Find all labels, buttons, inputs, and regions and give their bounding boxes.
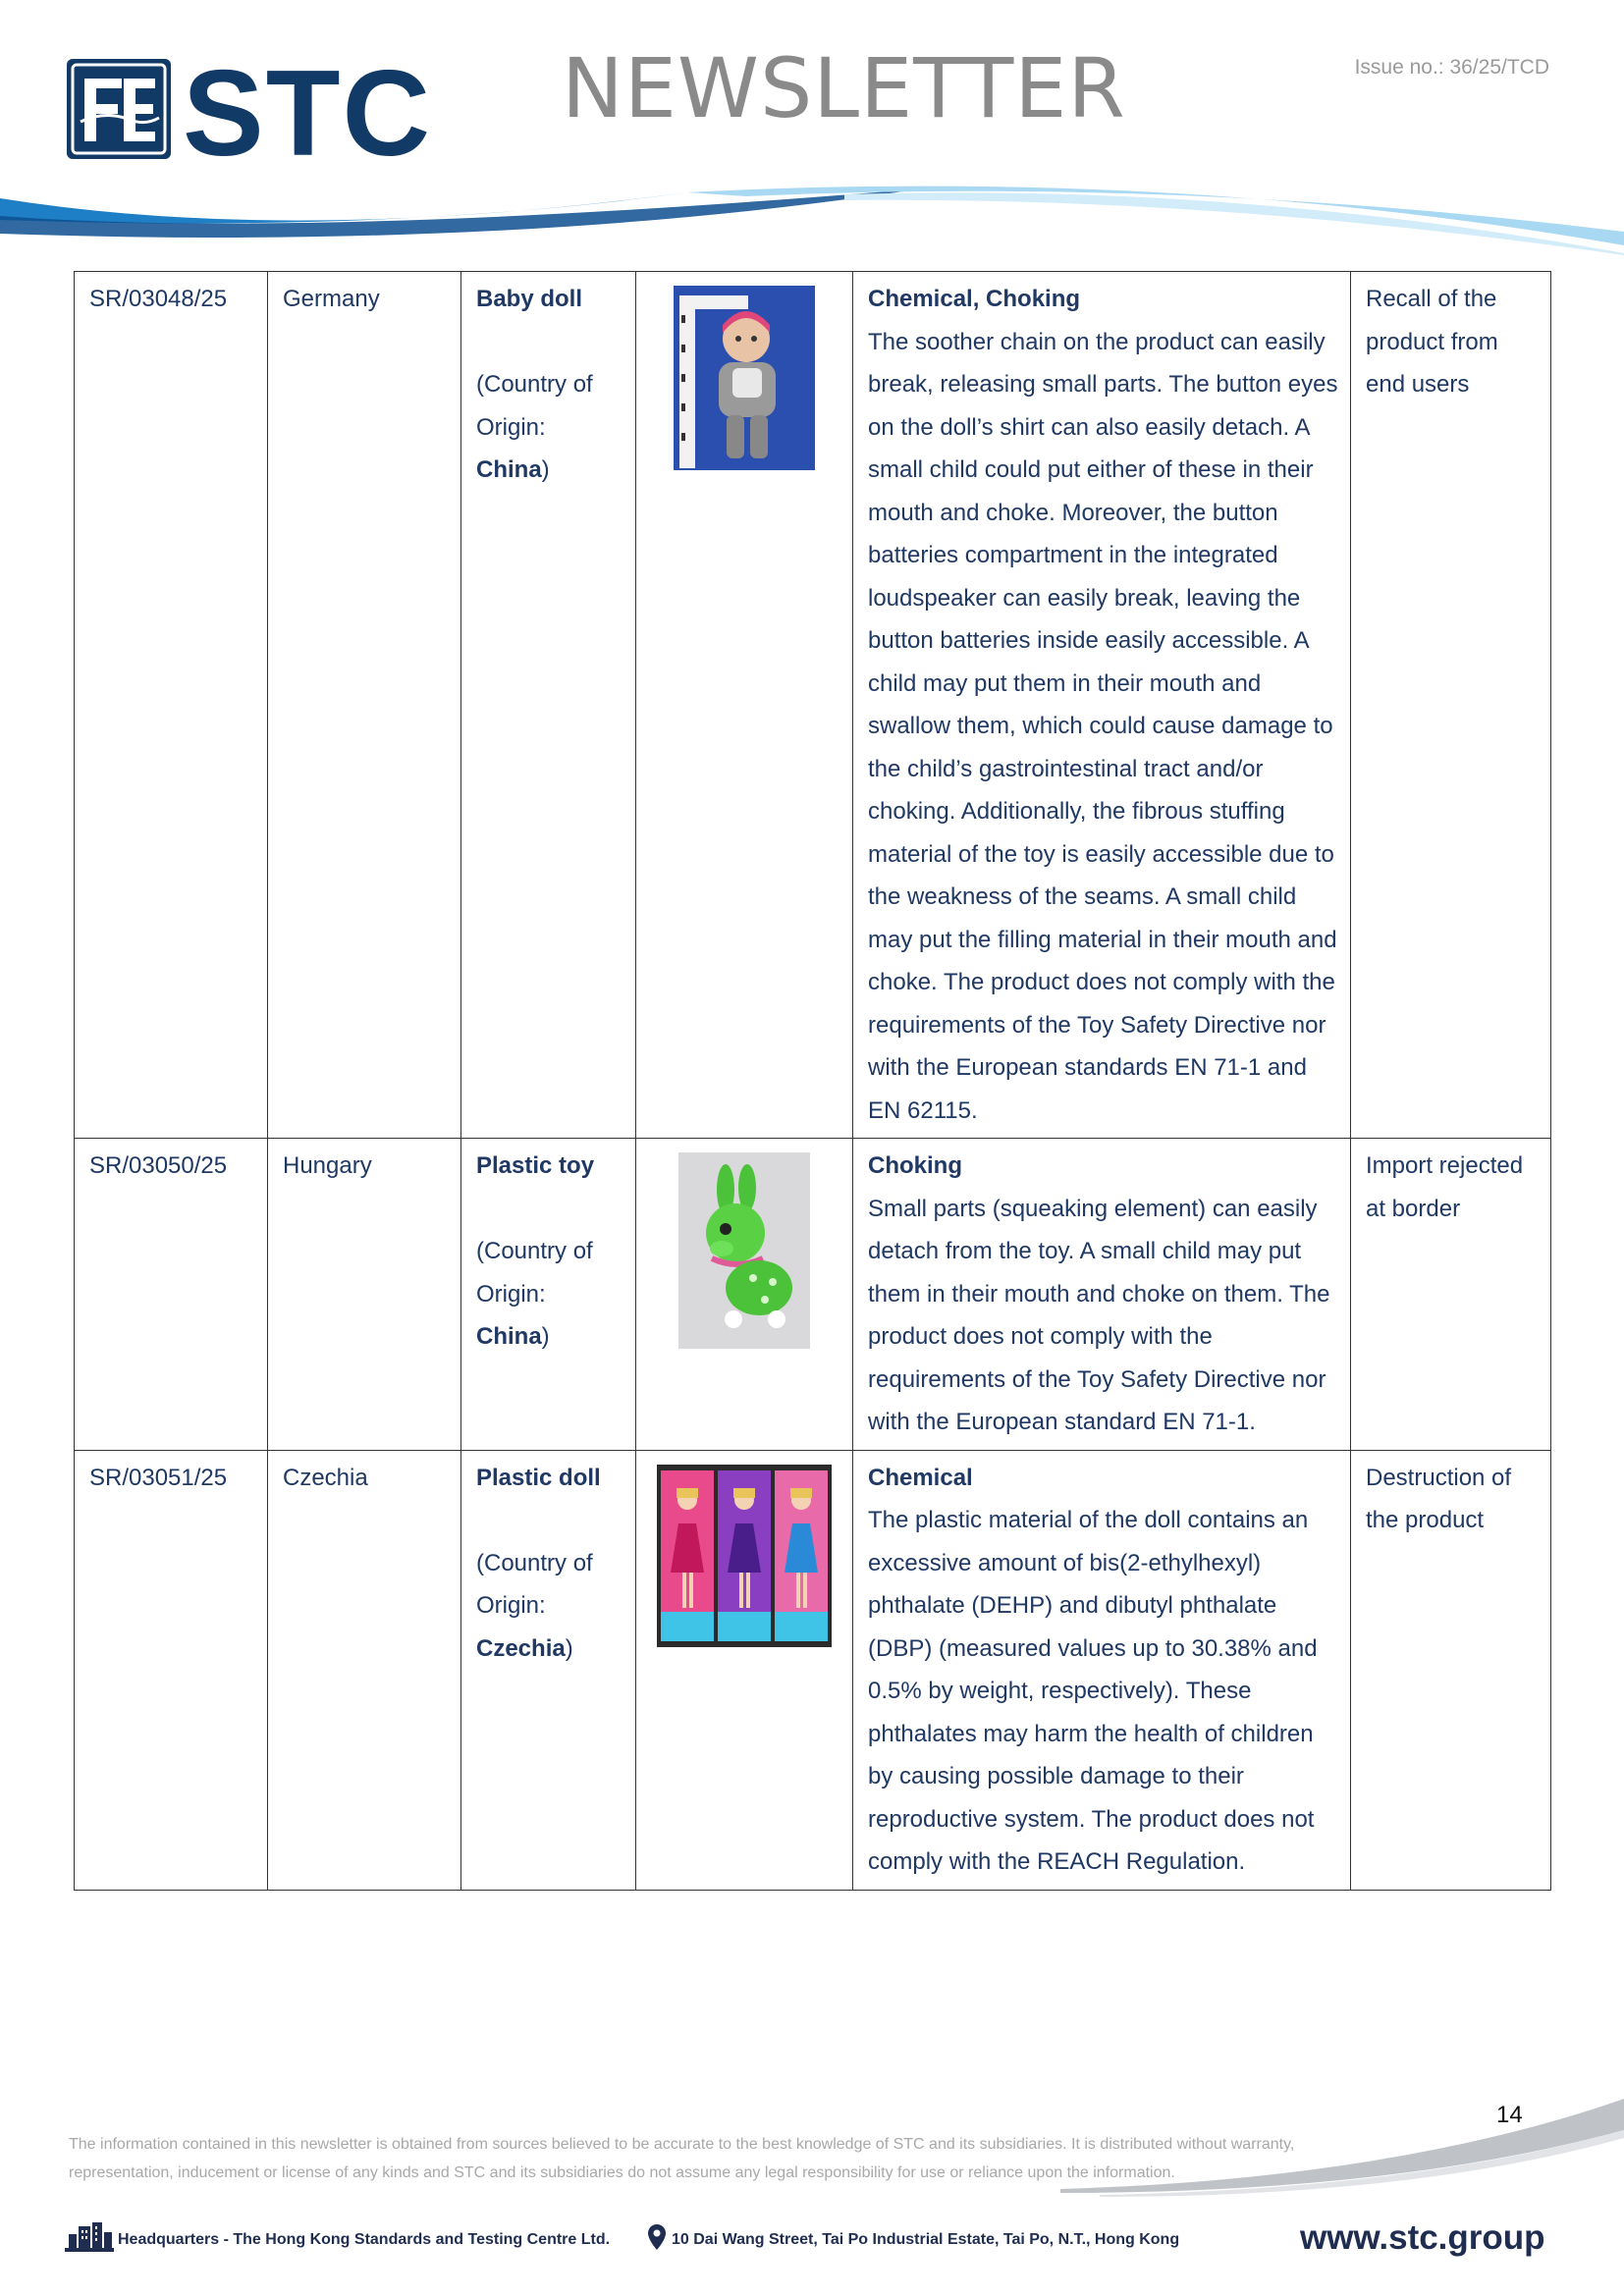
product-name: Baby doll xyxy=(476,286,583,312)
address: 10 Dai Wang Street, Tai Po Industrial Estate, Tai Po, N.T., Hong Kong xyxy=(672,2231,1180,2248)
image-cell xyxy=(636,272,853,1139)
page-number: 14 xyxy=(1496,2102,1523,2128)
origin-prefix: (Country of Origin: xyxy=(476,1238,593,1308)
image-cell xyxy=(636,1450,853,1890)
measure-cell: Destruction of the product xyxy=(1351,1450,1551,1890)
product-name: Plastic doll xyxy=(476,1464,601,1491)
headquarters-label: Headquarters - The Hong Kong Standards and Testing Centre Ltd. xyxy=(118,2231,611,2248)
disclaimer: The information contained in this newsletter is obtained from sources believed to be accurate to the best knowledge of STC and its subsidiaries. It is distributed without warranty, representation, inducement or license of any kinds and STC and its subsidiaries do not assume any legal responsibility for use or reliance upon the information. xyxy=(69,2136,1295,2181)
origin-suffix: ) xyxy=(541,456,550,483)
risk-cell xyxy=(853,1450,1351,1890)
risk-cell xyxy=(853,272,1351,1139)
product-cell xyxy=(461,1450,636,1890)
table-row xyxy=(75,1450,1551,1890)
newsletter-title: NEWSLETTER xyxy=(562,40,1126,136)
issue-number: Issue no.: 36/25/TCD xyxy=(1354,56,1549,79)
origin-country: China xyxy=(476,1323,542,1350)
building-icon xyxy=(65,2220,114,2252)
reference-cell: SR/03050/25 xyxy=(75,1139,268,1451)
origin-prefix: (Country of Origin: xyxy=(476,371,593,441)
risk-description: The soother chain on the product can easily break, releasing small parts. The button eyes on the doll’s shirt can also easily detach. A small child could put either of these in their mouth and choke. Moreover, the button batteries compartment in the integrated loudspeaker can easily break, leaving the button batteries inside easily accessible. A child may put them in their mouth and swallow them, which could cause damage to the child’s gastrointestinal tract and/or choking. Additionally, the fibrous stuffing material of the toy is easily accessible due to the weakness of the seams. A small child may put the filling material in their mouth and choke. The product does not comply with the requirements of the Toy Safety Directive nor with the European standards EN 71-1 and EN 62115. xyxy=(868,328,1338,1124)
product-cell xyxy=(461,272,636,1139)
reference-cell: SR/03051/25 xyxy=(75,1450,268,1890)
website-link[interactable]: www.stc.group xyxy=(1300,2218,1545,2257)
country-cell: Germany xyxy=(268,272,461,1139)
product-cell xyxy=(461,1139,636,1451)
measure-cell: Import rejected at border xyxy=(1351,1139,1551,1451)
header-swoosh xyxy=(0,177,1624,255)
origin-prefix: (Country of Origin: xyxy=(476,1549,593,1619)
baby-doll-photo xyxy=(674,286,815,470)
reference-cell: SR/03048/25 xyxy=(75,272,268,1139)
risk-type: Chemical xyxy=(868,1464,973,1491)
stc-logo xyxy=(67,55,460,163)
table-row xyxy=(75,1139,1551,1451)
risk-description: Small parts (squeaking element) can easily detach from the toy. A small child may put them in their mouth and choke on them. The product does not comply with the requirements of the Toy Safety Directive nor with the European standard EN 71-1. xyxy=(868,1195,1330,1435)
location-pin-icon xyxy=(648,2224,666,2250)
origin-suffix: ) xyxy=(541,1323,550,1350)
risk-cell xyxy=(853,1139,1351,1451)
country-cell: Czechia xyxy=(268,1450,461,1890)
origin-country: China xyxy=(476,456,542,483)
origin-country: Czechia xyxy=(476,1634,566,1662)
recall-table xyxy=(74,271,1551,1891)
origin-suffix: ) xyxy=(565,1634,573,1662)
risk-description: The plastic material of the doll contains an excessive amount of bis(2-ethylhexyl) phthalate (DEHP) and dibutyl phthalate (DBP) (measured values up to 30.38% and 0.5% by weight, respectively). These phthalates may harm the health of children by causing possible damage to their reproductive system. The product does not comply with the REACH Regulation. xyxy=(868,1507,1318,1875)
table-row xyxy=(75,272,1551,1139)
country-cell: Hungary xyxy=(268,1139,461,1451)
image-cell xyxy=(636,1139,853,1451)
green-deer-toy-photo xyxy=(678,1152,810,1349)
brand-wordmark: STC xyxy=(183,55,432,163)
fashion-dolls-photo xyxy=(657,1465,832,1647)
risk-type: Choking xyxy=(868,1152,962,1179)
measure-cell: Recall of the product from end users xyxy=(1351,272,1551,1139)
product-name: Plastic toy xyxy=(476,1152,595,1179)
risk-type: Chemical, Choking xyxy=(868,286,1081,312)
